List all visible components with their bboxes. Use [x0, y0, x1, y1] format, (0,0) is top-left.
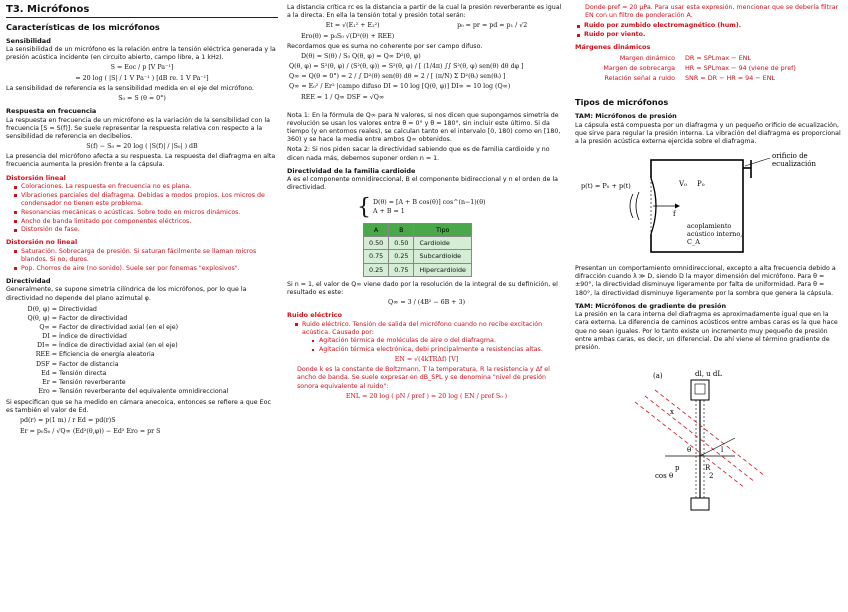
- definition-row: D(θ, φ) = Directividad: [27, 305, 97, 313]
- omni-text: Presentan un comportamiento omnidireccional, excepto a alta frecuencia debido a difracción cuando λ ≫ D, siendo D la mayor dimensión del micrófono. Para θ = ±90°, la directividad disminuye ligeramente por falta de uniformidad. Para θ = 180°, la directividad disminuye ligeramente por la sombra que genera la cápsula.: [575, 265, 836, 297]
- equation-pt: p₀ = pr = pd = p₁ / √2: [457, 22, 528, 30]
- equation-et: Et = √(E₁² + E₂²): [325, 22, 380, 30]
- equation-q: Q(θ, φ) = S²(θ, φ) / ⟨S²(θ, φ)⟩ = S²(θ, φ) / [ (1/4π) ∫∫ S²(θ, φ) sen(θ) dθ dφ ]: [289, 63, 524, 71]
- pressure-mics-text: La cápsula está compuesta por un diafragma y un pequeño orificio de ecualización, que sirve para regular la presión interna. La vibración del diafragma es proporcional a la presión acústica externa ejercida sobre el diafragma.: [575, 121, 841, 145]
- label-a: (a): [653, 372, 663, 381]
- table-row: 0.50 0.50 Cardioide: [364, 236, 472, 249]
- list-item: Ruido eléctrico. Tensión de salida del micrófono cuando no recibe excitación acústica. Causado por: Agitación térmica de moléculas de aire o del diafragma. Agitación térmica electrónica, debi principalmente a resistencias altas.: [295, 321, 566, 354]
- list-item: Ancho de banda limitado por componentes eléctricos.: [14, 218, 278, 226]
- label-v0: V₀: [679, 180, 687, 189]
- equation-cardioid: D(θ) = [A + B cos(θ)] cos^(n−1)(θ): [373, 199, 486, 207]
- pressure-mic-diagram: [575, 148, 843, 263]
- equation-a-plus-b: A + B = 1: [373, 207, 405, 215]
- heading-cardioid: Directividad de la familia cardioide: [287, 166, 416, 175]
- label-r: R: [705, 464, 711, 473]
- directivity-definitions: [6, 305, 278, 396]
- cardioid-system: { D(θ) = [A + B cos(θ)] cos^(n−1)(θ) A + B = 1: [357, 194, 486, 220]
- critical-distance-text: La distancia crítica rc es la distancia a partir de la cual la presión reverberante es igual a la directa. En ella la tensión total y presión total serán:: [287, 4, 562, 20]
- equation-ree: REE = 1 / Q∞ DSF = √Q∞: [301, 93, 385, 101]
- label-f: f: [673, 210, 676, 219]
- heading-frequency-response: Respuesta en frecuencia: [6, 107, 97, 116]
- anechoic-text: Si especifican que se ha medido en cámara anecoica, entonces se refiere a que Eoc es también el valor de Ed.: [6, 399, 271, 415]
- column-right: [575, 4, 843, 596]
- list-item: Agitación térmica de moléculas de aire o del diafragma.: [312, 337, 566, 345]
- label-x1: x: [670, 408, 674, 417]
- equation-sensitivity: S = Eoc / p [V Pa⁻¹]: [110, 64, 174, 72]
- definition-row: DSF = Factor de distancia: [35, 360, 119, 368]
- definition-row: DI = Índice de directividad: [42, 333, 127, 341]
- heading-linear-distortion: Distorsión lineal: [6, 173, 66, 182]
- gradient-mics-text: La presión en la cara interna del diafragma es aproximadamente igual que en la cara externa. La diferencia de caminos acústicos entre ambas caras es la que hace que no sean iguales. Por lo tanto existe un incremento muy pequeño de presión entre ambas caras, es decir, un diferencial. De ahí viene el término gradiente de presión.: [575, 311, 838, 351]
- linear-distortion-list: [14, 183, 278, 234]
- frequency-response-text-2: La presencia del micrófono afecta a su respuesta. La respuesta del diafragma en alta frecuencia aumenta la presión frente a la cápsula.: [6, 153, 276, 169]
- definition-row: DI∞ = Índice de directividad axial (en el eje): [36, 342, 178, 350]
- cardioid-text: A es el componente omnidireccional, B el componente bidireccional y n el orden de la directividad.: [287, 176, 558, 192]
- recall-text: Recordamos que es suma no coherente por ser campo difuso.: [287, 42, 483, 50]
- frequency-response-text: La respuesta en frecuencia de un micrófono es la variación de la sensibilidad con la frecuencia [S = S(f)]. Se suele representar la respuesta relativa con respecto a la sensibilidad de referencia en decibelios.: [6, 116, 270, 140]
- list-item: Saturación. Sobrecarga de presión. Si saturan fácilmente se llaman micros blandos. Si no, duros.: [14, 248, 278, 264]
- label-p: p: [675, 464, 680, 473]
- label-cos: cos θ: [655, 472, 674, 481]
- table-row: 0.25 0.75 Hipercardioide: [364, 263, 472, 276]
- equation-frequency-response: S(f) − S₀ = 20 log ( |S(f)| / |S₀| ) dB: [86, 143, 198, 151]
- heading-sensitivity: Sensibilidad: [6, 36, 51, 45]
- label-l: l: [721, 446, 724, 455]
- list-item: Agitación térmica electrónica, debi principalmente a resistencias altas.: [312, 346, 566, 354]
- nonlinear-distortion-list: [14, 248, 278, 273]
- section-characteristics: Características de los micrófonos: [6, 22, 160, 32]
- list-item: Pop. Chorros de aire (no sonido). Suele ser por fonemas "explosivos".: [14, 265, 278, 273]
- equation-qinf-n1: Q∞ = 3 / (4B² − 6B + 3): [387, 299, 466, 307]
- definition-row: Er = Tensión reverberante: [42, 378, 126, 386]
- page-title: T3. Micrófonos: [6, 3, 278, 18]
- label-p0: P₀: [697, 180, 705, 189]
- column-header: B: [389, 223, 414, 236]
- equation-pd: pd(r) = p(1 m) / r Ed = pd(r)S: [20, 417, 116, 425]
- equation-qinf: Q∞ = Q(θ = 0°) = 2 / ∫ D²(θ) sen(θ) dθ ≈ 2 / [ (π/N) Σ D²(θᵢ) sen(θᵢ) ]: [289, 73, 506, 81]
- margin-row: Margen dinámico DR = SPLmax − ENL: [619, 53, 751, 62]
- equation-enl: ENL = 20 log ( pN / pref ) = 20 log ( EN / pref S₀ ): [345, 392, 508, 400]
- list-item: Resonancias mecánicas o acústicas. Sobre todo en micros dinámicos.: [14, 209, 278, 217]
- equation-sensitivity-db: = 20 log ( |S| / 1 V Pa⁻¹ ) [dB re. 1 V Pa⁻¹]: [75, 74, 209, 82]
- equation-ero: Ero(θ) = p₀S₀ √(D²(θ) + REE): [301, 32, 395, 40]
- pref-text: Donde pref = 20 μPa. Para usar esta expresión, mencionar que se debería filtrar EN con un filtro de ponderación A.: [585, 4, 839, 20]
- boltzmann-text: Donde k es la constante de Boltzmann, T la temperatura, R la resistencia y Δf el ancho de banda. Se suele expresar en dB_SPL y se denomina "nivel de presión sonora equivalente al ruido":: [297, 366, 550, 390]
- equation-di: Q∞ = E₀² / Er² |campo difuso DI = 10 log [Q(θ, φ)] DI∞ = 10 log (Q∞): [289, 83, 511, 91]
- note-2: Nota 2: Si nos piden sacar la directividad sabiendo que es de familia cardioide y no dicen nada más, debemos suponer orden n = 1.: [287, 146, 550, 162]
- equation-en: EN = √(4kTRΔf) [V]: [394, 356, 459, 364]
- heading-pressure-mics: TAM: Micrófonos de presión: [575, 112, 677, 121]
- label-coupling-1: acoplamiento: [687, 222, 732, 231]
- heading-nonlinear-distortion: Distorsión no lineal: [6, 238, 78, 247]
- label-coupling-3: C_A: [687, 238, 700, 247]
- directivity-text: Generalmente, se supone simetría cilíndrica de los micrófonos, por lo que la directividad no depende del plano azimutal φ.: [6, 286, 247, 302]
- gradient-mic-diagram: [575, 366, 843, 516]
- label-theta: θ: [687, 446, 692, 455]
- section-mic-types: Tipos de micrófonos: [575, 97, 669, 108]
- column-header: Tipo: [414, 223, 472, 236]
- label-2: 2: [709, 472, 714, 481]
- n1-text: Si n = 1, el valor de Q∞ viene dado por la resolución de la integral de su definición, el resultado es este:: [287, 280, 558, 297]
- list-item: Ruido por zumbido electromagnético (hum).: [577, 22, 843, 30]
- column-header: A: [364, 223, 389, 236]
- equation-d: D(θ) = S(θ) / S₀ Q(θ, φ) = Q∞ D²(θ, φ): [301, 52, 421, 60]
- definition-row: Ero = Tensión reverberante del equivalente omnidireccional: [38, 387, 229, 395]
- definition-row: REE = Eficiencia de energía aleatoria: [35, 351, 155, 359]
- noise-more-list: [577, 22, 843, 39]
- label-equalization: ecualización: [772, 160, 816, 169]
- label-top: dl, u dL: [695, 370, 723, 379]
- margin-row: Relación señal a ruido SNR = DR − HR = 94 − ENL: [604, 73, 776, 82]
- label-coupling-2: acústico interno,: [687, 230, 743, 239]
- list-item: Distorsión de fase.: [14, 226, 278, 234]
- sensitivity-reference-text: La sensibilidad de referencia es la sensibilidad medida en el eje del micrófono.: [6, 84, 255, 92]
- dynamic-margins: [585, 54, 843, 84]
- heading-dynamic-margins: Márgenes dinámicos: [575, 43, 651, 52]
- sensitivity-text: La sensibilidad de un micrófono es la relación entre la tensión eléctrica generada y la presión acústica incidente (en circuito abierto, campo libre, a 1 kHz).: [6, 46, 276, 62]
- equation-s0: S₀ = S (θ = 0°): [118, 94, 166, 102]
- table-row: 0.75 0.25 Subcardioide: [364, 250, 472, 263]
- column-middle: [287, 4, 566, 596]
- definition-row: Q∞ = Factor de directividad axial (en el eje): [39, 324, 179, 332]
- column-left: [6, 20, 278, 612]
- heading-directivity: Directividad: [6, 276, 51, 285]
- noise-list: [295, 321, 566, 354]
- label-pressure: p(t) = P₀ + p(t): [581, 182, 631, 191]
- margin-row: Margen de sobrecarga HR = SPLmax − 94 (viene de pref): [603, 63, 796, 72]
- definition-row: Q(θ, φ) = Factor de directividad: [27, 314, 128, 322]
- equation-er: Er = p₀S₀ / √Q∞ (Ed²(θ,φ)) − Ed² Ero = pr S: [20, 427, 161, 435]
- heading-electrical-noise: Ruido eléctrico: [287, 311, 342, 320]
- heading-gradient-mics: TAM: Micrófonos de gradiente de presión: [575, 301, 727, 310]
- list-item: Ruido por viento.: [577, 31, 843, 39]
- definition-row: Ed = Tensión directa: [41, 369, 107, 377]
- list-item: Coloraciones. La respuesta en frecuencia no es plana.: [14, 183, 278, 191]
- label-orifice: orificio de: [772, 152, 808, 161]
- list-item: Vibraciones parciales del diafragma. Debidas a modos propios. Los micros de condensador no tienen este problema.: [14, 192, 278, 208]
- cardioid-table: [363, 223, 472, 277]
- note-1: Nota 1: En la fórmula de Q∞ para N valores, si nos dicen que supongamos simetría de revolución se usan los valores entre θ = 0° y θ = 180°, sin incluir este último. Si da tiempo (y en entornos reales), se calculan tanto en el intervalo [0, 180) como en [180, 360) y se hace la media entre ambos Q∞ obtenidos.: [287, 111, 561, 144]
